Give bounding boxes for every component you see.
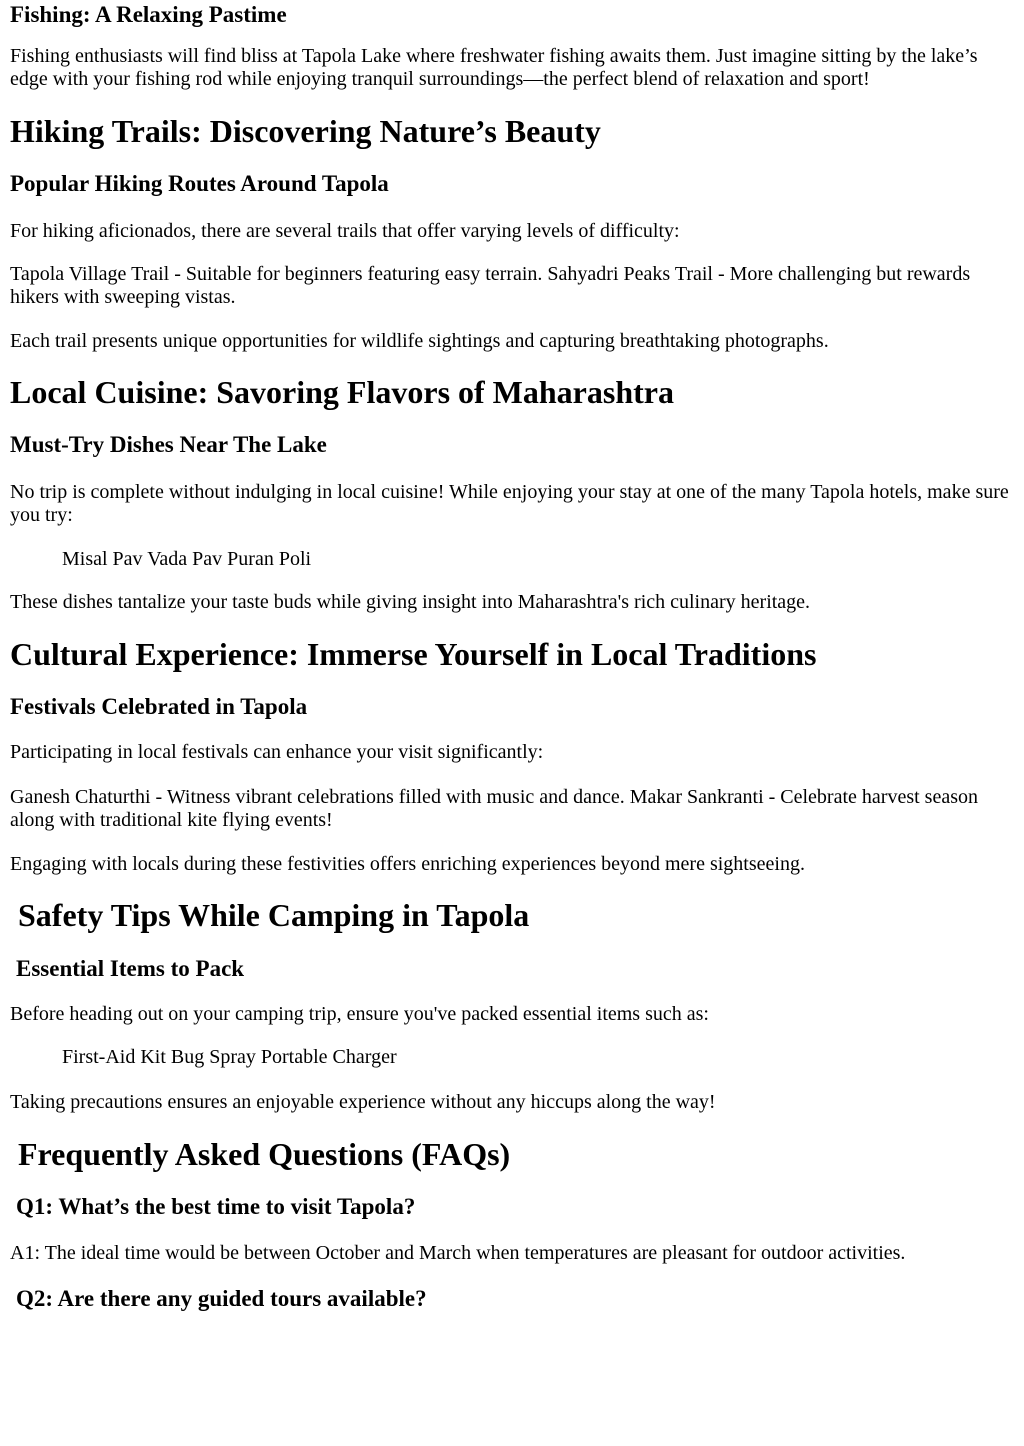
faq-question-1: Q1: What’s the best time to visit Tapola? [16,1194,416,1219]
cuisine-outro-paragraph: These dishes tantalize your taste buds while giving insight into Maharashtra's rich culinary heritage. [10,591,811,613]
dishes-list: Misal Pav Vada Pav Puran Poli [62,548,312,570]
safety-intro-paragraph: Before heading out on your camping trip, ensure you've packed essential items such as: [10,1003,709,1025]
hiking-intro-paragraph: For hiking aficionados, there are several trails that offer varying levels of difficulty: [10,220,680,242]
cuisine-subheading: Must-Try Dishes Near The Lake [10,432,327,457]
packing-list: First-Aid Kit Bug Spray Portable Charger [62,1046,397,1068]
cuisine-heading: Local Cuisine: Savoring Flavors of Maharashtra [10,374,674,410]
fishing-heading: Fishing: A Relaxing Pastime [10,2,287,27]
fishing-paragraph: Fishing enthusiasts will find bliss at Tapola Lake where freshwater fishing awaits them. Just imagine sitting by the lake’s edge with your fishing rod while enjoying tranquil surroundings—the perfect blend of relaxation and sport! [10,45,978,90]
safety-heading: Safety Tips While Camping in Tapola [18,897,530,933]
faq-answer-1: A1: The ideal time would be between October and March when temperatures are pleasant for outdoor activities. [10,1242,906,1264]
festivals-paragraph: Ganesh Chaturthi - Witness vibrant celebrations filled with music and dance. Makar Sankranti - Celebrate harvest season along with traditional kite flying events! [10,786,978,831]
culture-subheading: Festivals Celebrated in Tapola [10,694,308,719]
safety-subheading: Essential Items to Pack [16,956,245,981]
faq-question-2: Q2: Are there any guided tours available? [16,1286,427,1311]
culture-heading: Cultural Experience: Immerse Yourself in Local Traditions [10,636,817,672]
culture-intro-paragraph: Participating in local festivals can enhance your visit significantly: [10,741,544,763]
safety-outro-paragraph: Taking precautions ensures an enjoyable experience without any hiccups along the way! [10,1091,716,1113]
hiking-heading: Hiking Trails: Discovering Nature’s Beauty [10,113,601,149]
culture-outro-paragraph: Engaging with locals during these festivities offers enriching experiences beyond mere sightseeing. [10,853,805,875]
faq-heading: Frequently Asked Questions (FAQs) [18,1136,511,1172]
hiking-trails-paragraph: Tapola Village Trail - Suitable for beginners featuring easy terrain. Sahyadri Peaks Trail - More challenging but rewards hikers with sweeping vistas. [10,263,971,308]
hiking-subheading: Popular Hiking Routes Around Tapola [10,171,389,196]
hiking-outro-paragraph: Each trail presents unique opportunities for wildlife sightings and capturing breathtaking photographs. [10,330,829,352]
cuisine-intro-paragraph: No trip is complete without indulging in local cuisine! While enjoying your stay at one of the many Tapola hotels, make sure you try: [10,481,1009,526]
